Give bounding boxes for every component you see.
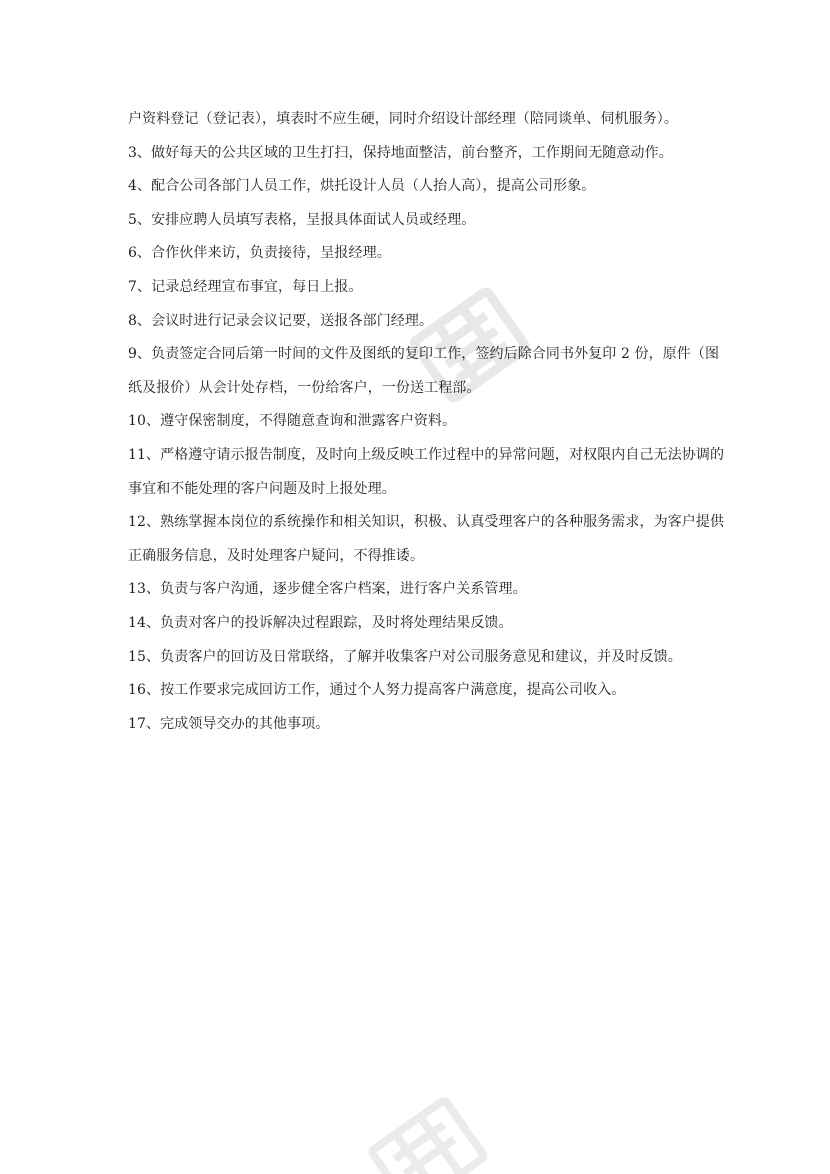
watermark-logo-bottom: [360, 1090, 490, 1174]
paragraph-item-4: 4、配合公司各部门人员工作，烘托设计人员（人抬人高），提高公司形象。: [128, 178, 596, 195]
paragraph-item-17: 17、完成领导交办的其他事项。: [128, 715, 330, 732]
paragraph-item-11: 11、严格遵守请示报告制度，及时向上级反映工作过程中的异常问题，对权限内自己无法协调的事宜和不能处理的客户问题及时上报处理。: [128, 446, 725, 497]
paragraph-item-15: 15、负责客户的回访及日常联络，了解并收集客户对公司服务意见和建议，并及时反馈。: [128, 648, 682, 665]
paragraph-item-12: 12、熟练掌握本岗位的系统操作和相关知识，积极、认真受理客户的各种服务需求，为客户提供正确服务信息，及时处理客户疑问，不得推诿。: [128, 514, 725, 564]
paragraph-item-9: 9、负责签定合同后第一时间的文件及图纸的复印工作，签约后除合同书外复印 2 份，原件（图纸及报价）从会计处存档，一份给客户，一份送工程部。: [128, 346, 720, 396]
paragraph-item-14: 14、负责对客户的投诉解决过程跟踪，及时将处理结果反馈。: [128, 614, 513, 631]
paragraph-continuation: 户资料登记（登记表），填表时不应生硬，同时介绍设计部经理（陪同谈单、伺机服务）。: [128, 111, 678, 127]
paragraph-item-3: 3、做好每天的公共区域的卫生打扫，保持地面整洁，前台整齐，工作期间无随意动作。: [128, 144, 673, 161]
paragraph-item-13: 13、负责与客户沟通，逐步健全客户档案，进行客户关系管理。: [128, 581, 527, 598]
paragraph-item-7: 7、记录总经理宣布事宜，每日上报。: [128, 278, 363, 295]
paragraph-item-6: 6、合作伙伴来访，负责接待，呈报经理。: [128, 245, 391, 262]
document-body: [128, 103, 728, 741]
paragraph-item-16: 16、按工作要求完成回访工作，通过个人努力提高客户满意度，提高公司收入。: [128, 682, 626, 699]
paragraph-item-5: 5、安排应聘人员填写表格，呈报具体面试人员或经理。: [128, 211, 476, 228]
paragraph-item-10: 10、遵守保密制度，不得随意查询和泄露客户资料。: [128, 413, 457, 430]
paragraph-item-8: 8、会议时进行记录会议记要，送报各部门经理。: [128, 312, 434, 329]
